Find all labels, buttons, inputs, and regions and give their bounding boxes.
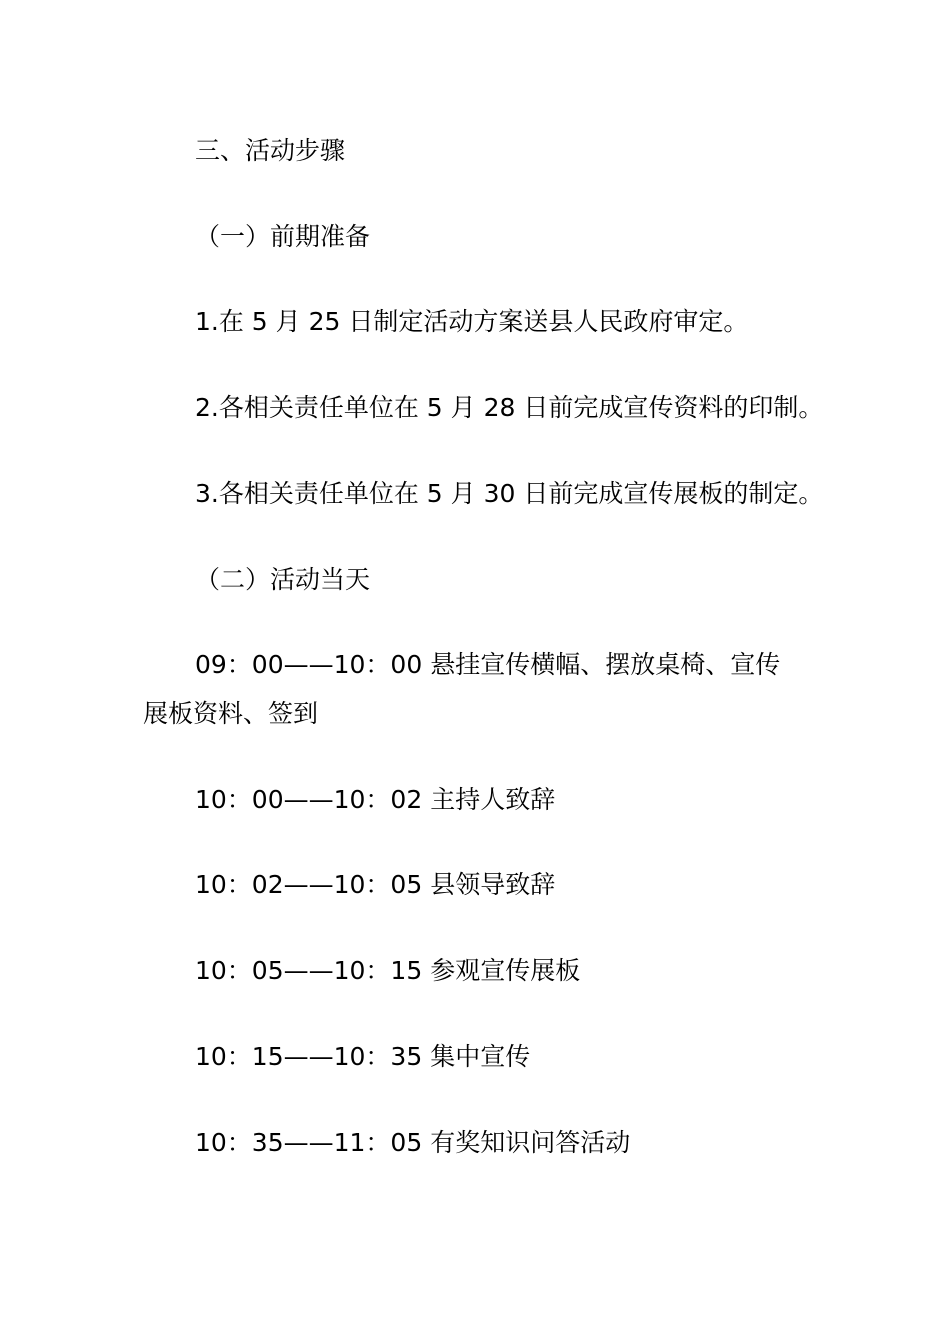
- subsection-heading-event-day: （二）活动当天: [195, 565, 371, 594]
- section-heading: 三、活动步骤: [195, 136, 346, 165]
- schedule-item-4: 10：05——10：15 参观宣传展板: [195, 956, 581, 985]
- schedule-item-1-line2: 展板资料、签到: [143, 699, 319, 728]
- prep-item-2: 2.各相关责任单位在 5 月 28 日前完成宣传资料的印制。: [195, 393, 824, 422]
- schedule-item-2: 10：00——10：02 主持人致辞: [195, 785, 556, 814]
- prep-item-1: 1.在 5 月 25 日制定活动方案送县人民政府审定。: [195, 307, 749, 336]
- schedule-item-5: 10：15——10：35 集中宣传: [195, 1042, 531, 1071]
- subsection-heading-preparation: （一）前期准备: [195, 222, 371, 251]
- schedule-item-3: 10：02——10：05 县领导致辞: [195, 870, 556, 899]
- schedule-item-6: 10：35——11：05 有奖知识问答活动: [195, 1128, 631, 1157]
- prep-item-3: 3.各相关责任单位在 5 月 30 日前完成宣传展板的制定。: [195, 479, 824, 508]
- schedule-item-1-line1: 09：00——10：00 悬挂宣传横幅、摆放桌椅、宣传: [195, 650, 781, 679]
